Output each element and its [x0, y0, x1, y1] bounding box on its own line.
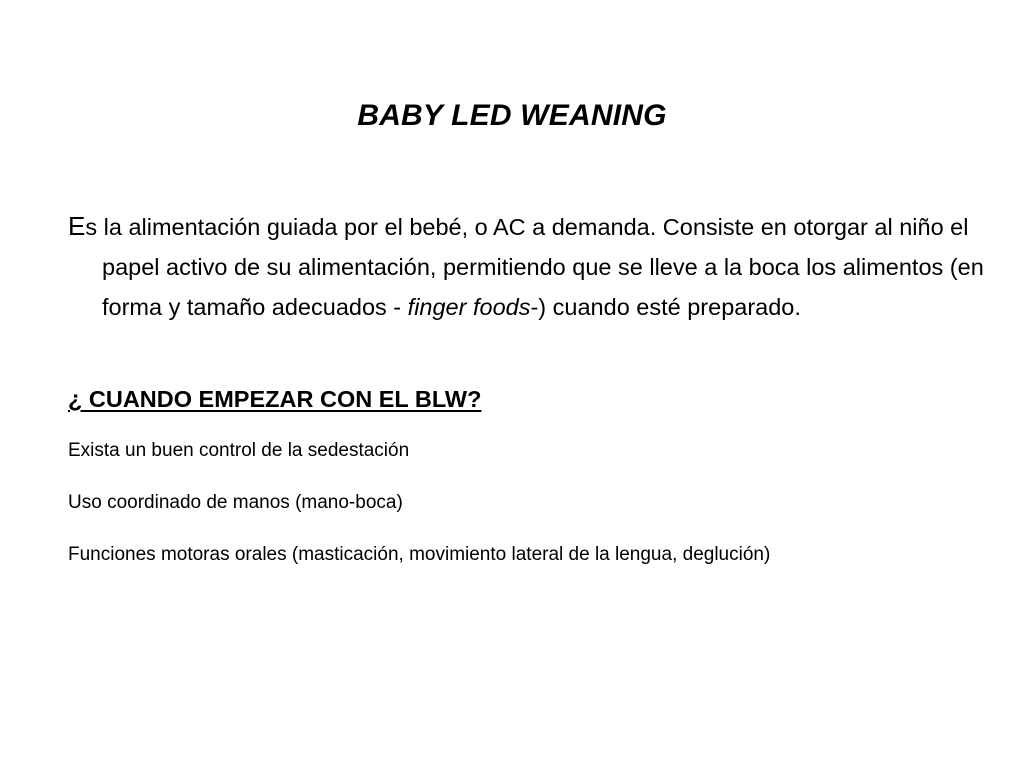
- slide-title: BABY LED WEANING: [357, 99, 667, 132]
- intro-first-letter: E: [68, 211, 86, 241]
- intro-paragraph: [68, 206, 1002, 327]
- criteria-item-motoras: Funciones motoras orales (masticación, movimiento lateral de la lengua, deglución): [68, 544, 771, 565]
- intro-italic-term: finger foods: [407, 294, 531, 320]
- intro-text-part1: s la alimentación guiada por el bebé, o AC a demanda. Consiste en otorgar al niño el papel activo de su alimentación, permitiendo que se lleve a la boca los alimentos (en forma y tamaño adecuados -: [85, 214, 984, 320]
- intro-text-part2: -) cuando esté preparado.: [530, 294, 801, 320]
- criteria-item-manos: Uso coordinado de manos (mano-boca): [68, 492, 403, 513]
- section-subheading: ¿ CUANDO EMPEZAR CON EL BLW?: [68, 386, 482, 412]
- criteria-item-sedestacion: Exista un buen control de la sedestación: [68, 440, 410, 461]
